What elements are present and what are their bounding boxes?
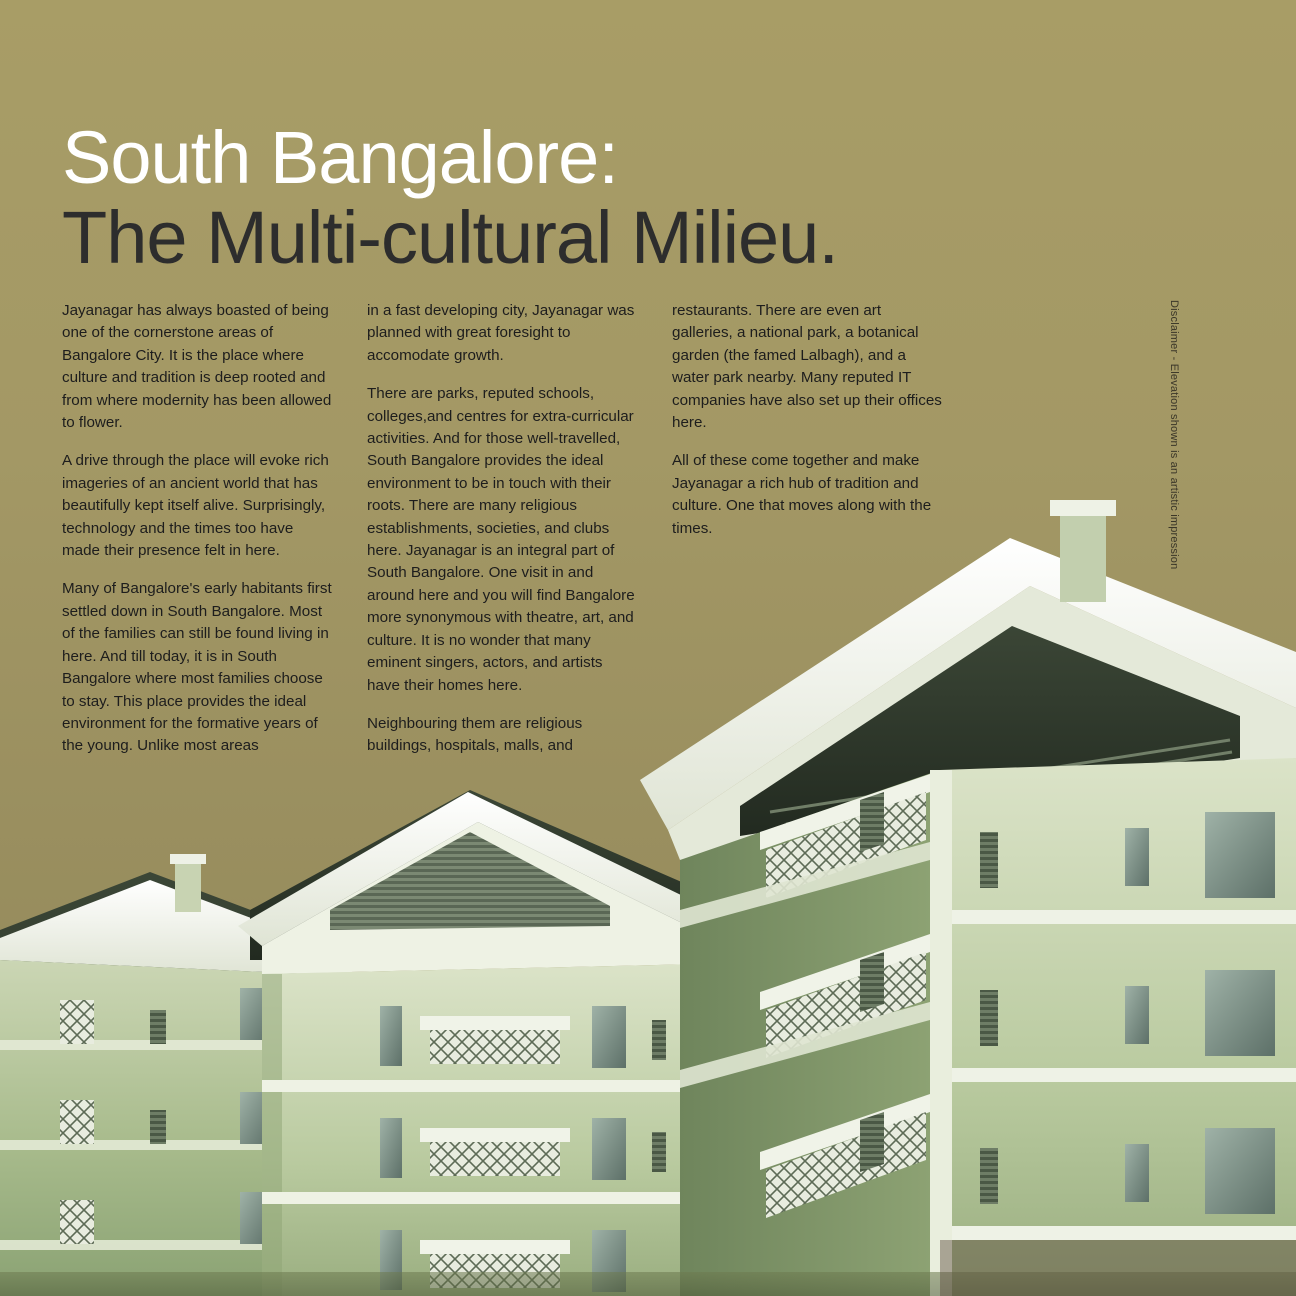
headline-line-1: South Bangalore: (62, 116, 618, 199)
paragraph: All of these come together and make Jayanagar a rich hub of tradition and culture. One that moves along with the times. (672, 452, 932, 537)
building-illustration (0, 440, 1296, 1296)
paragraph: restaurants. There are even art galleries, a national park, a botanical garden (the famed Lalbagh), and a water park nearby. Many reputed IT companies have also set up their offices here. (672, 302, 942, 432)
disclaimer-text: Disclaimer - Elevation shown is an artistic impression (1168, 300, 1180, 570)
paragraph: Jayanagar has always boasted of being one of the cornerstone areas of Bangalore City. It is the place where culture and tradition is deep rooted and from where modernity has been allowed to flower. (62, 302, 332, 432)
middle-building-block (238, 790, 712, 1296)
building-render-svg (0, 440, 1296, 1296)
paragraph: There are parks, reputed schools, colleges,and centres for extra-curricular activities. And for those well-travelled, South Bangalore provides the ideal environment to be in touch with their roots. There are many religious establishments, societies, and clubs here. Jayanagar is an integral part of South Bangalore. One visit in and around here and you will find Bangalore more synonymous with theatre, art, and culture. It is no wonder that many eminent singers, actors, and artists have their homes here. (367, 385, 635, 694)
paragraph: A drive through the place will evoke rich imageries of an ancient world that has beautifully kept itself alive. Surprisingly, technology and the times too have made their presence felt in here. (62, 452, 329, 560)
paragraph: in a fast developing city, Jayanagar was planned with great foresight to accomodate growth. (367, 302, 635, 364)
headline-line-2: The Multi-cultural Milieu. (62, 196, 838, 279)
main-building-block (640, 500, 1296, 1296)
paragraph: Many of Bangalore's early habitants first settled down in South Bangalore. Most of the families can still be found living in here. And till today, it is in South Bangalore where most families choose to stay. This place provides the ideal environment for the formative years of the young. Unlike most areas (62, 580, 332, 755)
page-title (62, 118, 1182, 278)
paragraph: Neighbouring them are religious buildings, hospitals, malls, and (367, 714, 583, 755)
